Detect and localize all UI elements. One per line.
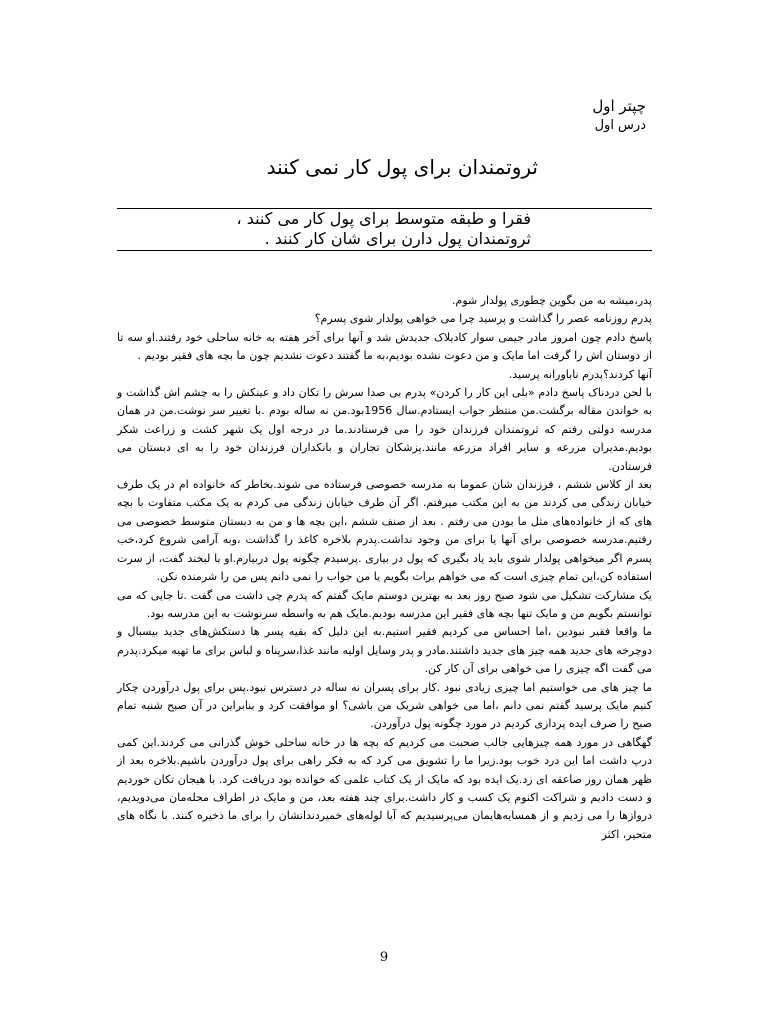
paragraph: با لحن دردناک پاسخ دادم «بلی این کار را کردن» پدرم بی صدا سرش را تکان داد و عینکش را به چشم اش گذاشت و به خواندن مقاله برگشت.من منتظر جواب ایستادم.سال 1956بود.من نه ساله بودم .با تغییر سر نوشت.من در همان مدرسه دولتی رفتم که ثروتمندان فرزندان خود را می فرستادند.ما در درجه اول یک شهر کشت و زراعت شکر بودیم.مدیران مزرعه و سایر افراد مزرعه مانند.پزشکان تجاران و بانکداران فرزندان خود را به ای دبستان می فرستادن.	[117, 386, 652, 473]
subtitle	[236, 209, 531, 249]
page-title: ثروتمندان برای پول کار نمی کنند	[266, 155, 538, 179]
paragraph: ما واقعا فقیر نبودین ،اما احساس می کردیم فقیر استیم.به این دلیل که بقیه پسر ها دستکش‌های جدید بیسبال و دوچرخه های جدید همه چیز های جدید داشتند.مادر و پدر وسایل اولیه مانند غذا،سرپناه و لباس برای ما تهیه میکرد.پدرم می گفت اگه چیزی را می خواهی برای آن کار کن.	[117, 625, 652, 676]
paragraph: پدر،میشه به من بگوین چطوری پولدار شوم.	[452, 294, 652, 307]
lesson-title: درس اول	[594, 118, 646, 133]
paragraph: ما چیز های می خواستیم اما چیزی زیادی نبود .کار برای پسران نه ساله در دسترس نبود.پس برای پول درآوردن چکار کنیم مایک پرسید گفتم نمی دانم ،اما می خواهی شریک من باشی؟ او موافقت کرد و بنابراین در آن صبح شنبه تمام صبح را صرف ایده پردازی کردیم در مورد چگونه پول درآوردن.	[117, 680, 652, 731]
chapter-heading	[592, 96, 646, 136]
paragraph: پاسخ دادم چون امروز مادر جیمی سوار کادیلاک جدیدش شد و آنها برای آخر هفته به خانه ساحلی خود رفتند.او سه تا از دوستان اش را گرفت اما مایک و من دعوت نشده بودیم،به ما گفتند دعوت نشدیم چون ما بچه های فقیر بودیم .	[117, 330, 652, 363]
subtitle-line-1: فقرا و طبقه متوسط برای پول کار می کنند ،	[236, 209, 531, 228]
page-number: 9	[379, 950, 389, 965]
paragraph: گهگاهی در مورد همه چیزهایی جالب صحبت می کردیم که بچه ها در خانه ساحلی خوش گذرانی می کردند.این کمی درپ داشت اما این درد خوب بود.زیرا ما را تشویق می کرد که به فکر راهی برای پول درآوردن باشیم.بلاخره بعد از ظهر همان روز صاعقه ای زد.یک ایده بود که مایک از یک کتاب علمی که خوانده بود دریافت کرد. با هیجان تکان خوردیم و دست دادیم و شراکت اکنوم یک کسب و کار داشت.برای چند هفته بعد، من و مایک در اطراف محله‌مان می‌دویدیم، دروازها را می زدیم و از همسایه‌هایمان می‌پرسیدیم که آیا لوله‌های خمیردندانشان را برای ما ذخیره کنند. با نگاه های متحیر، اکثر	[117, 735, 652, 841]
paragraph: پدرم روزنامه عصر را گذاشت و پرسید چرا می خواهی پولدار شوی پسرم؟	[314, 312, 652, 326]
chapter-title: چپتر اول	[592, 97, 646, 115]
subtitle-line-2: ثروتمندان پول دارن برای شان کار کنند .	[264, 229, 531, 248]
divider-bottom	[117, 250, 652, 251]
body-text	[117, 292, 652, 844]
paragraph: آنها کردند؟پدرم ناباورانه پرسید.	[508, 367, 652, 381]
paragraph: بعد از کلاس ششم ، فرزندان شان عموما به مدرسه خصوصی فرستاده می شوند.بخاطر که خانواده ام در یک طرف خیابان زندگی می کردند من به این مکتب میرفتم. اگر آن طرف خیابان زندگی می کردم به یک مکتب متفاوت با بچه های که از خانواده‌های مثل ما بودن می رفتم . بعد از صنف ششم ،این بچه ها و من به دبستان متوسط خصوصی می رفتیم.مدرسه خصوصی برای آنها یا برای من وجود نداشت.پدرم بلاخره کاغذ را گذاشت ،وبه آرامی شروع کرد،خب پسرم اگر میخواهی پولدار شوی باید یاد بگیری که پول در بیاری .پرسیدم چگونه پول دربیارم.او با لبخند گفت، از سرت استفاده کن،این تمام چیزی است که می خواهم برات بگویم یا من جواب را نمی دانم پس من را شرمنده نکن.	[117, 478, 652, 584]
paragraph: یک مشارکت تشکیل می شود صبح روز بعد به بهترین دوستم مایک گفتم که پدرم چی داشت می گفت .تا جایی که می توانستم بگویم من و مایک تنها بچه های فقیر این مدرسه بودیم.مایک هم به واسطه سرنوشت به این مدرسه بود.	[117, 588, 652, 620]
